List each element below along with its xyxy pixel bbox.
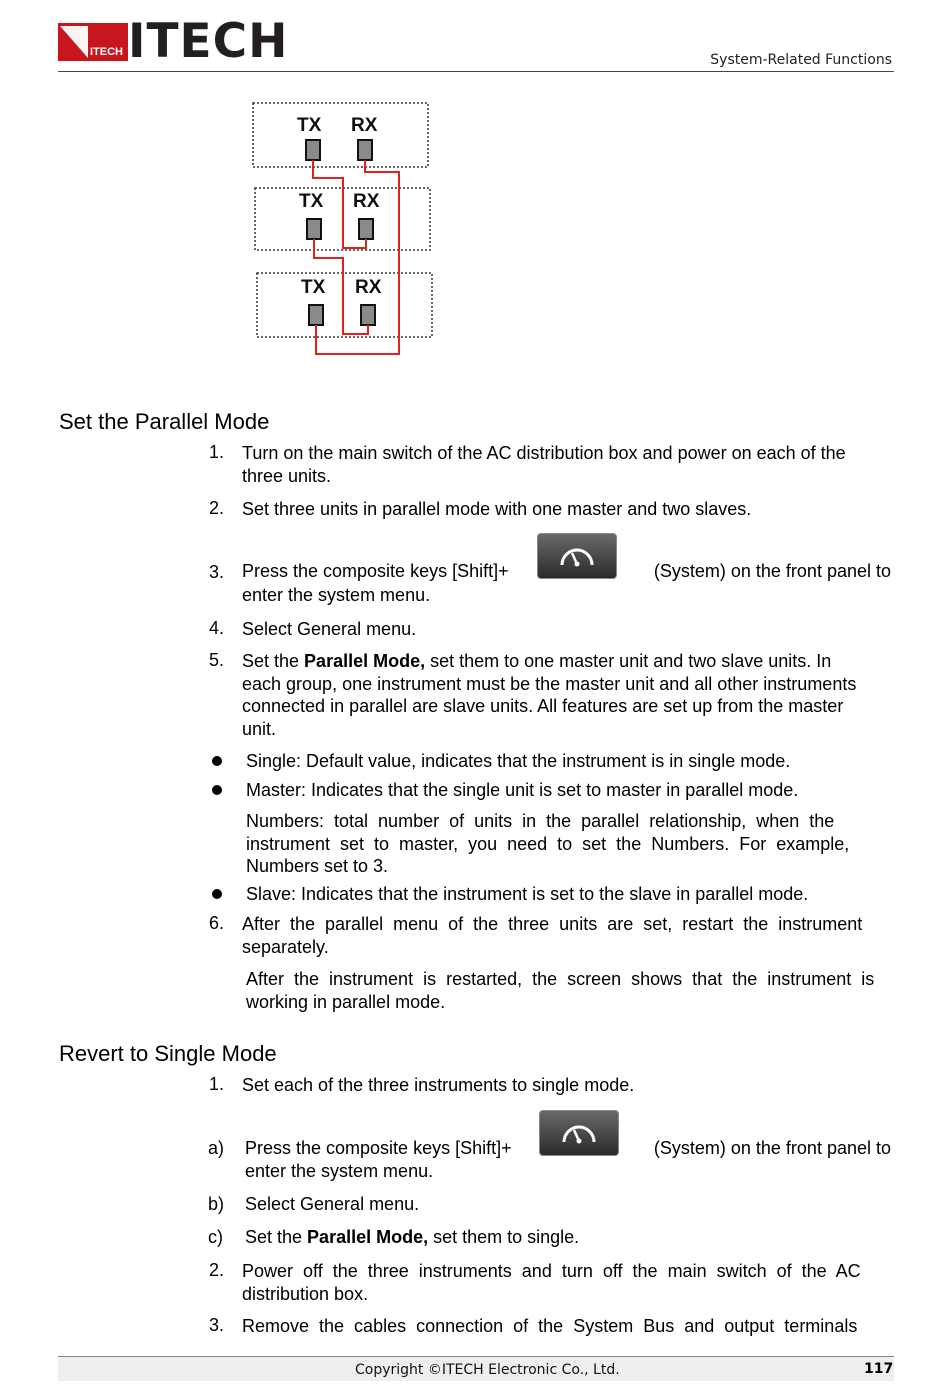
text-line: three units. [242, 465, 332, 486]
text-line: separately. [242, 936, 329, 957]
tx-label-1: TX [297, 115, 322, 136]
step-text: Press the composite keys [Shift]+ [245, 1138, 512, 1158]
step-number: 1. [209, 442, 225, 462]
substep-letter: b) [208, 1194, 225, 1214]
rx-port-1 [358, 140, 372, 160]
bold-term: Parallel Mode, [307, 1227, 429, 1247]
text-run: Set the [242, 651, 305, 671]
text-line: After the instrument is restarted, the screen shows that the instrument is [246, 969, 875, 989]
step-text: Select General menu. [242, 619, 417, 639]
step-text: Remove the cables connection of the System Bus and output terminals [242, 1316, 858, 1336]
step-number: 4. [209, 618, 225, 638]
bullet-text: Single: Default value, indicates that the instrument is in single mode. [246, 751, 791, 771]
step-text: Set each of the three instruments to single mode. [242, 1075, 635, 1095]
text-line: Numbers: total number of units in the parallel relationship, when the [246, 811, 835, 831]
text-line: Turn on the main switch of the AC distribution box and power on each of the [242, 443, 846, 463]
section-heading-revert: Revert to Single Mode [59, 1041, 277, 1066]
step-number: 1. [209, 1074, 225, 1094]
parallel-wiring-diagram [250, 100, 440, 362]
step-text [242, 1260, 891, 1305]
text-run [242, 650, 831, 673]
step-text: (System) on the front panel to [653, 1138, 891, 1158]
bullet-text: Slave: Indicates that the instrument is set to the slave in parallel mode. [246, 884, 809, 904]
text-line: each group, one instrument must be the master unit and all other instruments [242, 673, 857, 694]
bullet-dot [212, 889, 222, 899]
rx-label-2: RX [353, 191, 380, 212]
step-text: Set three units in parallel mode with one master and two slaves. [242, 499, 752, 519]
itech-logo [58, 14, 293, 69]
text-run: Set the [245, 1227, 308, 1247]
step-text: Select General menu. [245, 1194, 420, 1214]
step-text [242, 650, 891, 740]
logo-mark [58, 23, 128, 61]
page-number: 117 [864, 1361, 894, 1377]
page-section-title: System-Related Functions [710, 52, 892, 68]
text-line [242, 650, 891, 673]
system-key-icon [537, 533, 617, 579]
step-text: Press the composite keys [Shift]+ [242, 561, 509, 581]
after-restart-paragraph [246, 968, 891, 1013]
text-line: instrument set to master, you need to set the Numbers. For example, [246, 833, 850, 854]
logo-wordmark: ITECH [128, 14, 289, 69]
step-text [242, 913, 891, 958]
section-heading-set-parallel: Set the Parallel Mode [59, 409, 270, 434]
footer-copyright: Copyright ©ITECH Electronic Co., Ltd. [355, 1362, 620, 1378]
tx-port-1 [306, 140, 320, 160]
rx-port-3 [361, 305, 375, 325]
text-line: Power off the three instruments and turn off the main switch of the AC [242, 1261, 861, 1281]
text-run: set them to single. [428, 1227, 580, 1247]
bold-term: Parallel Mode, [304, 651, 426, 671]
bullet-text: Master: Indicates that the single unit is set to master in parallel mode. [246, 780, 799, 800]
unit-box-1 [253, 103, 428, 167]
step-text: (System) on the front panel to [653, 561, 891, 581]
rx-port-2 [359, 219, 373, 239]
step-text [245, 1227, 579, 1248]
step-text [242, 442, 891, 487]
numbers-paragraph [246, 810, 891, 878]
text-run: set them to one master unit and two slave units. In [425, 651, 832, 671]
tx-port-2 [307, 219, 321, 239]
substep-letter: a) [208, 1138, 225, 1158]
substep-letter: c) [208, 1227, 223, 1247]
header-divider [58, 71, 894, 72]
text-line: distribution box. [242, 1283, 369, 1304]
rx-label-3: RX [355, 277, 382, 298]
step-text: enter the system menu. [245, 1161, 434, 1181]
step-number: 5. [209, 650, 225, 670]
unit-box-3 [257, 273, 432, 337]
tx-label-3: TX [301, 277, 326, 298]
tx-port-3 [309, 305, 323, 325]
bullet-dot [212, 756, 222, 766]
text-line: Numbers set to 3. [246, 856, 389, 876]
step-number: 3. [209, 1315, 225, 1335]
text-line: connected in parallel are slave units. All features are set up from the master [242, 696, 844, 716]
logo-small-text: ITECH [90, 46, 123, 58]
text-line: After the parallel menu of the three units are set, restart the instrument [242, 914, 863, 934]
text-line: working in parallel mode. [246, 991, 446, 1012]
step-number: 3. [209, 562, 225, 582]
text-line: unit. [242, 718, 277, 739]
step-text: enter the system menu. [242, 585, 431, 605]
rx-label-1: RX [351, 115, 378, 136]
tx-label-2: TX [299, 191, 324, 212]
bullet-dot [212, 785, 222, 795]
step-number: 2. [209, 498, 225, 518]
system-key-icon [539, 1110, 619, 1156]
step-number: 2. [209, 1260, 225, 1280]
step-number: 6. [209, 913, 225, 933]
